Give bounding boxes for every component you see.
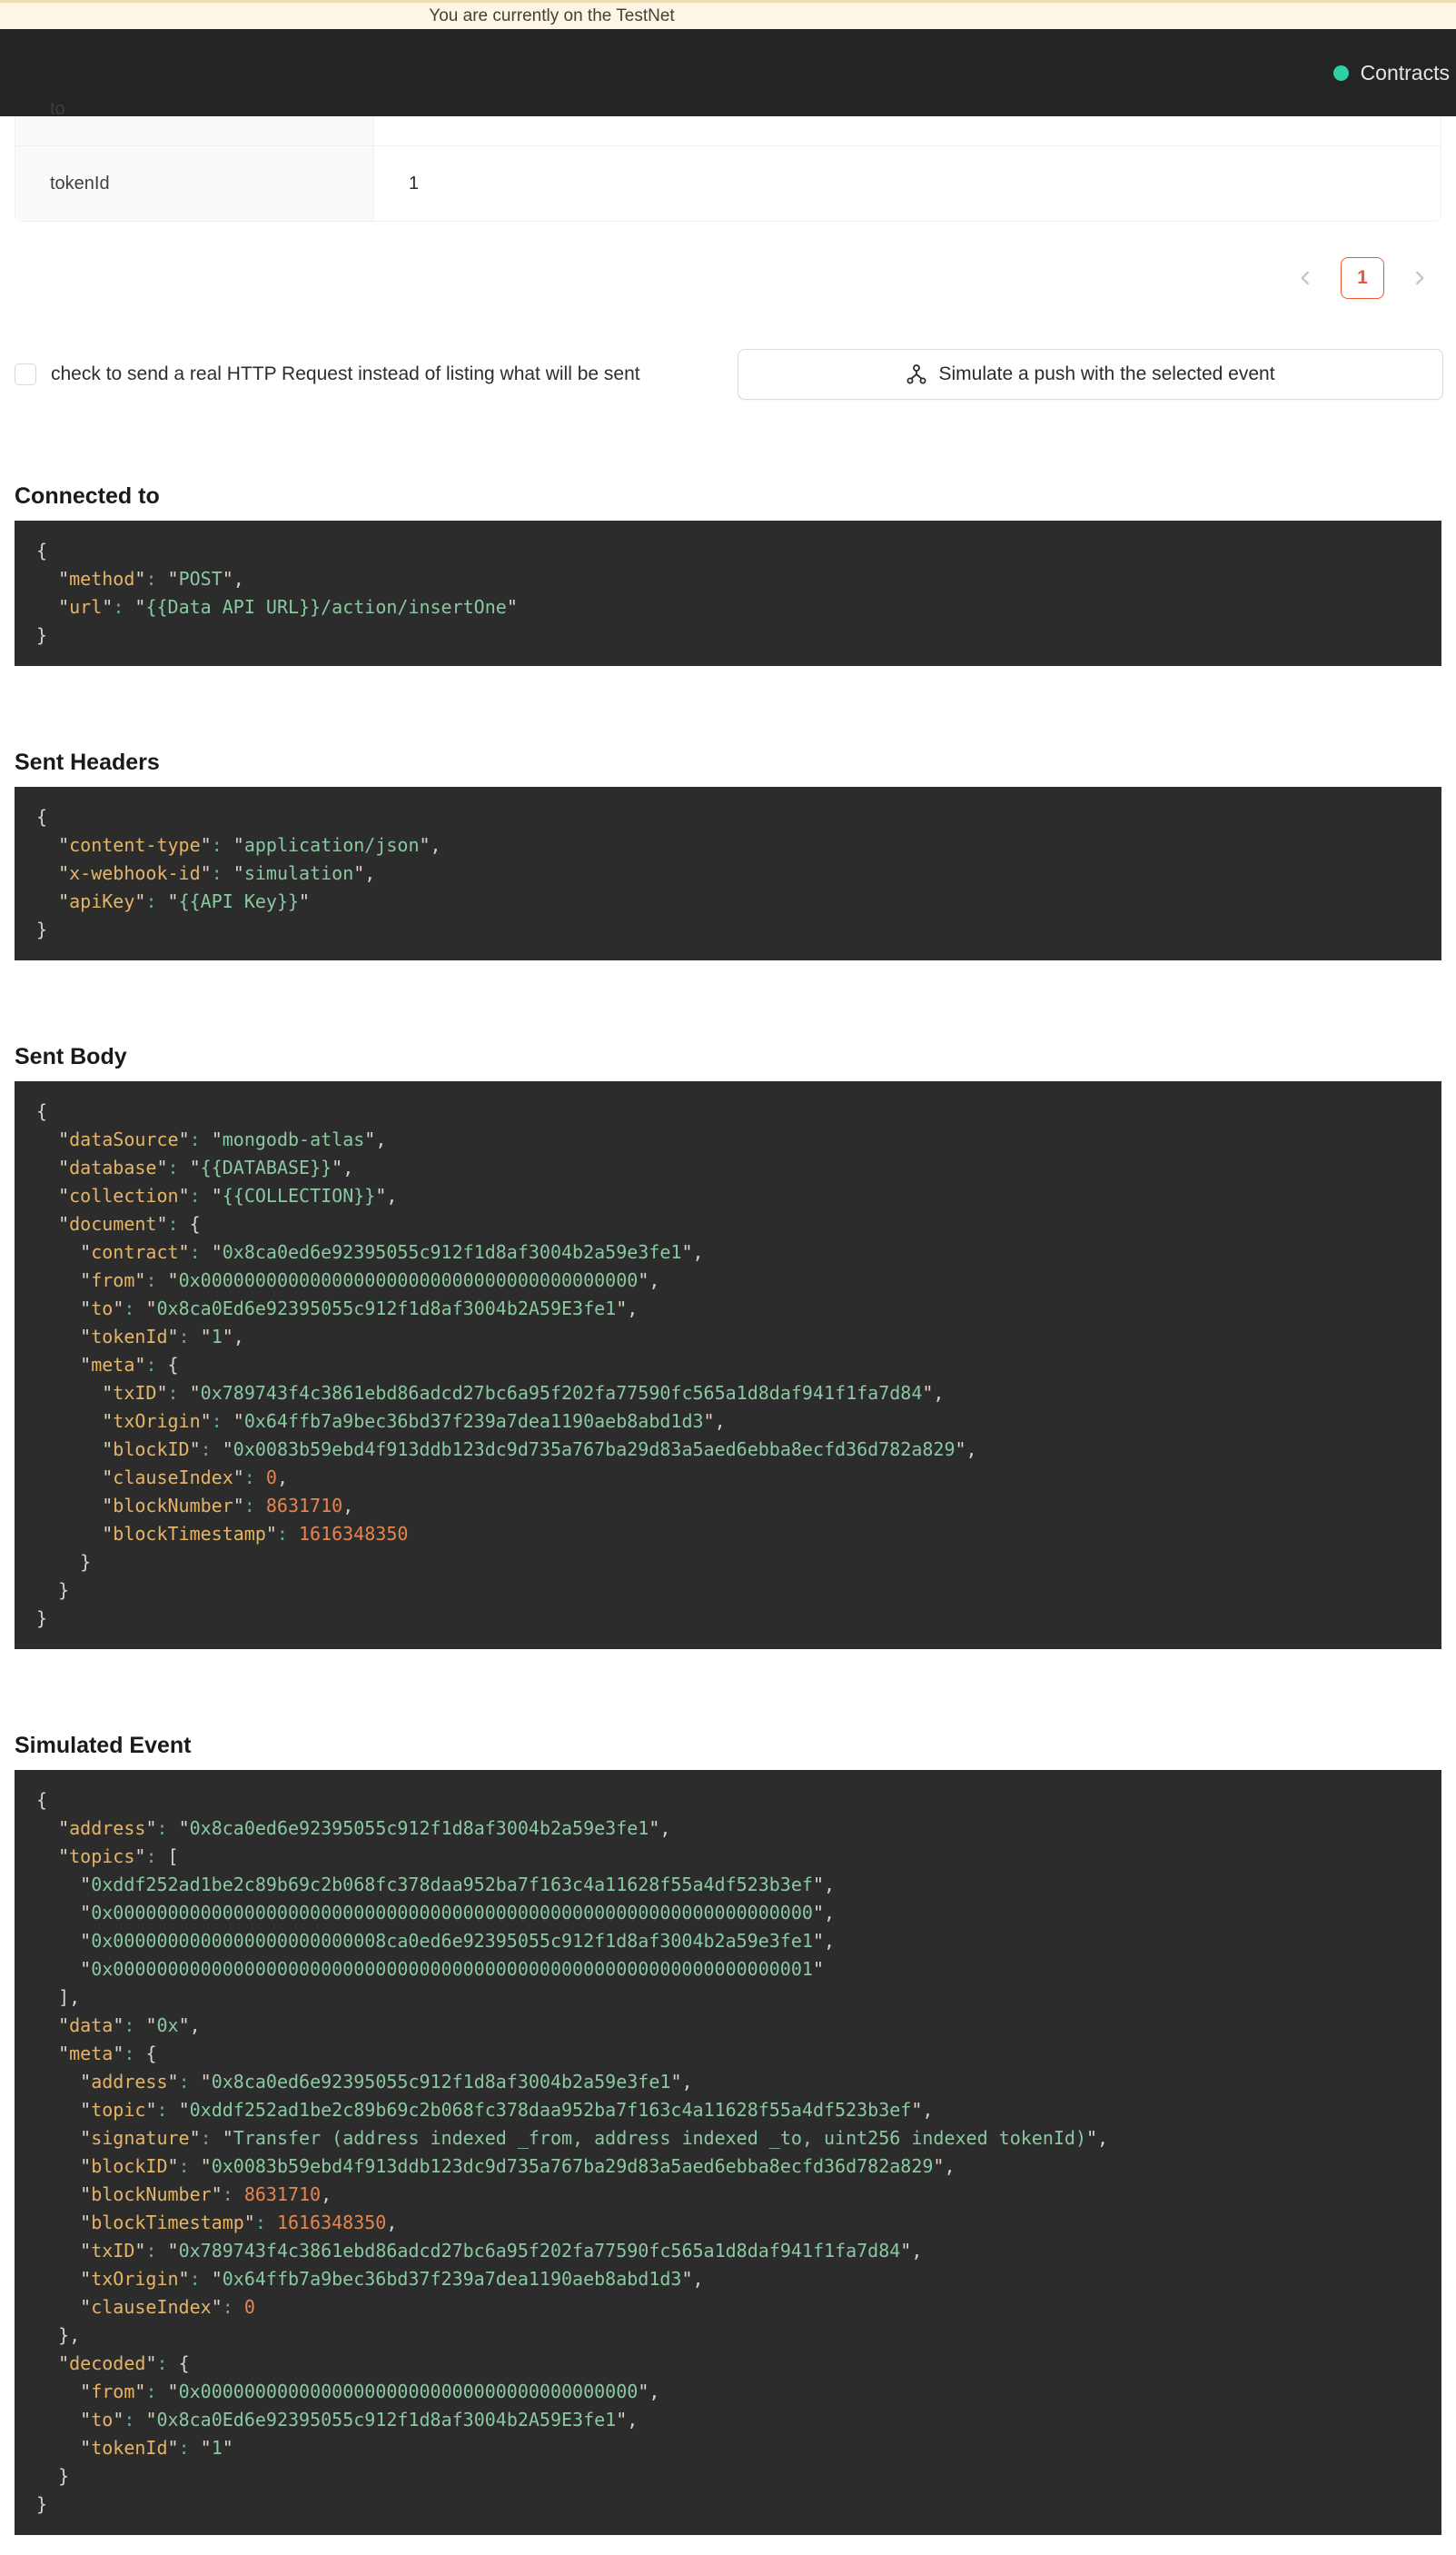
section-title-connected-to: Connected to xyxy=(15,483,160,509)
real-request-check-group xyxy=(15,363,640,385)
simulation-controls xyxy=(15,349,1443,400)
simulate-push-button[interactable] xyxy=(738,349,1443,400)
table-row-value: 1 xyxy=(409,173,420,194)
table-row-partial xyxy=(15,99,1441,145)
nav-contracts-label: Contracts xyxy=(1360,60,1450,85)
pagination-current-page: 1 xyxy=(1357,267,1368,288)
section-connected-to xyxy=(0,483,1456,666)
real-request-checkbox-label: check to send a real HTTP Request instead of listing what will be sent xyxy=(51,363,640,384)
testnet-banner-text: You are currently on the TestNet xyxy=(429,5,675,25)
section-sent-body xyxy=(0,1044,1456,1649)
pagination-next-button[interactable] xyxy=(1411,270,1428,286)
table-row-label: tokenId xyxy=(50,173,110,194)
sent-body-code-block: { "dataSource": "mongodb-atlas", "database": "{{DATABASE}}", "collection": "{{COLLECTION}}", "document": { "contract": "0x8ca0ed6e92395055c912f1d8af3004b2a59e3fe1", "from": "0x0000000000000000000000000000000000000000", "to": "0x8ca0Ed6e92395055c912f1d8af3004b2A59E3fe1", "tokenId": "1", "meta": { "txID": "0x789743f4c3861ebd86adcd27bc6a95f202fa77590fc565a1d8daf941f1fa7d84", "txOrigin": "0x64ffb7a9bec36bd37f239a7dea1190aeb8abd1d3", "blockID": "0x0083b59ebd4f913ddb123dc9d735a767ba29d83a5aed6ebba8ecfd36d782a829", "clauseIndex": 0, "blockNumber": 8631710, "blockTimestamp": 1616348350 } } } xyxy=(15,1081,1441,1649)
section-title-sent-headers: Sent Headers xyxy=(15,750,160,775)
table-value-cell xyxy=(374,146,1441,221)
real-request-checkbox[interactable] xyxy=(15,363,36,385)
simulated-event-code-block: { "address": "0x8ca0ed6e92395055c912f1d8af3004b2a59e3fe1", "topics": [ "0xddf252ad1be2c89b69c2b068fc378daa952ba7f163c4a11628f55a4df523b3ef", "0x0000000000000000000000000000000000000000000000000000000000000000", "0x0000000000000000000000008ca0ed6e92395055c912f1d8af3004b2a59e3fe1", "0x0000000000000000000000000000000000000000000000000000000000000001" ], "data": "0x", "meta": { "address": "0x8ca0ed6e92395055c912f1d8af3004b2a59e3fe1", "topic": "0xddf252ad1be2c89b69c2b068fc378daa952ba7f163c4a11628f55a4df523b3ef", "signature": "Transfer (address indexed _from, address indexed _to, uint256 indexed tokenId)", "blockID": "0x0083b59ebd4f913ddb123dc9d735a767ba29d83a5aed6ebba8ecfd36d782a829", "blockNumber": 8631710, "blockTimestamp": 1616348350, "txID": "0x789743f4c3861ebd86adcd27bc6a95f202fa77590fc565a1d8daf941f1fa7d84", "txOrigin": "0x64ffb7a9bec36bd37f239a7dea1190aeb8abd1d3", "clauseIndex": 0 }, "decoded": { "from": "0x0000000000000000000000000000000000000000", "to": "0x8ca0Ed6e92395055c912f1d8af3004b2A59E3fe1", "tokenId": "1" } } xyxy=(15,1770,1441,2535)
nav-item-contracts[interactable] xyxy=(1333,61,1450,85)
testnet-banner xyxy=(0,0,1456,29)
simulate-push-button-label: Simulate a push with the selected event xyxy=(938,363,1275,384)
top-nav xyxy=(0,29,1456,116)
share-nodes-icon xyxy=(906,363,927,385)
table-value-cell xyxy=(374,116,1441,145)
pagination-prev-button[interactable] xyxy=(1297,270,1313,286)
table-row xyxy=(15,145,1441,221)
table-label-cell xyxy=(15,146,374,221)
sent-headers-code-block: { "content-type": "application/json", "x-webhook-id": "simulation", "apiKey": "{{API Key}}" } xyxy=(15,787,1441,960)
section-title-simulated-event: Simulated Event xyxy=(15,1733,192,1758)
chevron-left-icon xyxy=(1297,270,1313,286)
table-partial-label: to xyxy=(50,99,65,119)
page-bottom-spacer xyxy=(0,2535,1456,2555)
event-attributes-table xyxy=(15,99,1441,222)
chevron-right-icon xyxy=(1411,270,1428,286)
connected-to-code-block: { "method": "POST", "url": "{{Data API URL}}/action/insertOne" } xyxy=(15,521,1441,666)
section-title-sent-body: Sent Body xyxy=(15,1044,127,1069)
pagination xyxy=(0,256,1428,300)
section-simulated-event xyxy=(0,1733,1456,2535)
pagination-page-1[interactable] xyxy=(1341,257,1384,299)
network-status-dot-icon xyxy=(1333,65,1349,81)
section-sent-headers xyxy=(0,750,1456,960)
table-label-cell xyxy=(15,99,374,145)
